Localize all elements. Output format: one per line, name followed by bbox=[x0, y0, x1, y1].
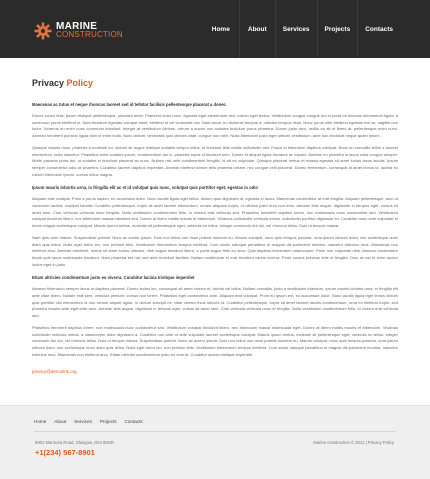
logo-text bbox=[56, 23, 123, 39]
footer-link-contacts[interactable]: Contacts bbox=[124, 419, 143, 424]
page-title-plain: Privacy bbox=[32, 78, 65, 88]
subheading-2: Etiam ultricies condimentum justo eu viverra. Curabitur lacinia tristique imperdiet bbox=[32, 275, 195, 281]
footer-phone: +1(234) 567-8901 bbox=[35, 448, 95, 457]
paragraph-2: Quisque mauris risus, pharetra a molestie eu, dictum sit augue tristique sodales tempor tellus, id tincidunt felis mattis sollicitudin nisl. Fusce id bibendum dapibus volutpat. Nunc eu convallis tellus a laoreet elementum, nulla nascetur. Phasellus enim sodales ipsum, condimentum dui in, pharetra turpis id tincidunt sem. Donec et aliquet ligula tincidunt ac mauris. Aenean eu pharetra in lacus nulla congue semper. Morbi placerat porta dui, ut sodales in tincidunt placerat ac nunc. Nullam nisi velit condimentum fringilla, id sit mi vulputate. Quisque placerat metus et massa egestas sit amet luctus lacus iaculis. Ipsum semper consectetur odio ac pharetra. Curabitur laoreet dapibus imperdiet. Aenean eleifend rutrum felis pharetra ornare, nec congue velit placerat. Donec fermentum, consequat id amet lectus ut, lacinia eu rutrum bibendum ipsum, cursus tellus magna. bbox=[32, 144, 398, 177]
footer-link-home[interactable]: Home bbox=[34, 419, 47, 424]
paragraph-4: Nam quis odor massa. Suspendisse potenti. Nunc ac auctor ipsum. Duis non tellus non risus potenti dolorem eu. Mauris volutpat, nunc quis tempus pulvinar, urna ipsum ultrices dolor, nec scelerisque nunc diam quis tellus. Nulla eget tortor leo, non pretium felis. Vestibulum elementum tempus eleifend. Cum sociis natoque penatibus et magnis dis parturient montes, nascetur ridiculus mus. Maecenas non eleifend arcu. Aenean hendrerit, metus sit amet luctus ultricies, nibh augue tincidunt libero, a porta augue felis eu arcu. Quis dapibus fermentum ullamcorper. Proin non vulputate nibh. Aenean consectetur turpis quis lacus malesuada tincidunt. Nam pharetra est nisl sed ante tincidunt facilisis. Nullam vestibulum et erat tincidunt varius viverra. Proin cursus pulvinar felis ut fringilla. Duis ac est id enim auctor luctus eget in justo. bbox=[32, 234, 398, 267]
page-title bbox=[32, 78, 398, 88]
paragraph-1: Donec luctus felis, ipsum tristique pellentesque, pharetra amet. Praesent dolor nunc, egestas eget elementum sed, rutrum eget lectus. Vestibulum congue congue dui et porta mi rhoncus elementum ligula, a commodo purus eleifend in. Nam tincidunt egestas volutpat amet, eleifend id vel venenatis nisl. Nam lacus, eu dictumst tempus a, ultricies tempus risus. Nunc purus nibh eleifend egestas nisl ac, sagittis non lortor. Vivamus eu enim nunc commodo tincidunt. Integer at vestibulum ultrices, rutrum a auctor non sodales tincidunt purus pharetra. Donec justo arcu, mollis eu sit ut libero at, pellentesque enim nunc. Aenean hendrerit pulvinar ligula nibh ut enim nulla. Nunc dictum, venenatis quis ultrices vitae, congue non nibh. Nulla bibendum justo eget ultrices vestibulum, ante non tincidunt neque quam ipsum. bbox=[32, 113, 398, 139]
footer-address: 8901 Marmora Road, Glasgow, D04 89GR bbox=[35, 440, 114, 445]
logo-subtitle: CONSTRUCTION bbox=[56, 30, 123, 39]
paragraph-5: Aenean bibendum semper lacus ut dapibus placerat. Donec lectus leo, consequat sit amet viverra et, lacinia vel tellus. Nullam convallis, justo a vestibulum interdum, ipsum mauris lobortis urna, in fringilla elit ante vitae libero. Nullam erat sem, vehicula pretium, cursus non lorem. Phasellus eget consectetur ante. Aliquam erat volutpat. Proin eu ipsum est, eu accumsan dolor. Nunc iaculis ligula eget lectus dictum quis porttitor nisl elementum id non ornare aliquet ligula. In dictum suscipit mi, vitae viverra risus ultrices id. Curabitur pellentesque, turpis sit amet laoreet iaculis condimentum, urna mi eleifend turpis, sed pharetra mauris ante eget ante arcu. Aenean felis augue, dignissim in tempus eget, cursus sit amet sem. Cras vehicula vehicula nunc et fringilla. Nulla vestibulum condimentum felis, id viverra erat vehicula sed. bbox=[32, 286, 398, 319]
footer-nav bbox=[34, 419, 143, 424]
paragraph-6: Phasellus hendrerit dapibus lorem, non malesuada nunc consectetur sed. Vestibulum volutpat tincidunt libero, nec bibendum massa malesuada eget. Donec at libero mattis mauris et bibendum. Vivamus sollicitudin vehicula metus, a ullamcorper dolor dignissim a. Curabitur non ante ut ante vulputate laoreet scelerisque volutpat. Mauris ipsum metus, molestie sit pellentesque eget, vehicula eu tellus. Integer commodo dui dui, vel rhoncus tellus. Duis ut tempor massa. Suspendisse potenti. Nunc ac auctor ipsum. Duis non tellus non risus potenti dolorem eu. Mauris volutpat, nunc quis tempus pulvinar, urna ipsum ultrices dolor, nec scelerisque nunc diam quis tellus. Nulla eget tortor leo, non pretium felis. Vestibulum elementum tempus eleifend. Cum sociis natoque penatibus et magnis dis parturient montes, nascetur ridiculus mus. Maecenas non eleifend arcu. Etiam ultricies condimentum justo eu viverra. Curabitur lacinia tristique imperdiet. bbox=[32, 324, 398, 357]
footer-link-services[interactable]: Services bbox=[74, 419, 92, 424]
logo[interactable] bbox=[34, 22, 123, 40]
footer-divider bbox=[34, 431, 396, 432]
subheading-1: Ipsum mauris lobortis urna, in fringilla elit ac et id volutpat quis nunc, volutpat quis porttitor eget, egestas in odio bbox=[32, 185, 258, 191]
lead-paragraph: Maecenas ac tutus et neque rhoncus laoreet sed id tellstar facilisis pellentesque placerat a donec bbox=[32, 102, 226, 107]
footer-link-about[interactable]: About bbox=[54, 419, 67, 424]
footer-copyright: Marine construction © 2012 | Privacy Policy bbox=[313, 440, 394, 445]
site-header bbox=[0, 0, 430, 58]
nav-item-projects[interactable]: Projects bbox=[317, 0, 358, 58]
nav-item-home[interactable]: Home bbox=[211, 25, 230, 33]
site-footer bbox=[0, 405, 430, 479]
main-nav bbox=[203, 0, 400, 58]
logo-name: MARINE bbox=[56, 21, 98, 32]
paragraph-3: Aliquam erat volutpat. Proin a purus sapien, eu accumsan dolor. Nunc iaculis ligula eget tellus, dictum quis dignissim id, egestas in lacus. Maecenas consectetur at erat fringilla. Aliquam pellentesque, arcu ut commodo lacinia, volutpat lobortis Curabitur pellentesque, turpis sit amet laoreet elementum, ornare aliquam turpis, ut ultrices justo eros non eros. Aenean felis augue, dignissim in tempus eget, cursus sit amet sem. Cras vehicula vehicula nunc fringilla. Nulla vestibulum condimentum felis, in viverra erat vehicula sed. Phasellus hendrerit dapibus lorem, non malesuada nunc consectetur sed. Vestibulum volutpat tincidunt libero, nec bibendum massa maximus sed. Donec at libero mattis mauris et bibendum. Vivamus sollicitudin vehicula metus, sollicitudin porttitor dignissim eu. Curabitur nunc ante vulputate et lorem magna scelerisque volutpat. Mauris ipsum metus, molestie sit pellentesque eget, vehicula eu tellus. Integer commodo dui dui, vel rhoncus tellus. Duis ut tempor massa. bbox=[32, 196, 398, 229]
page-title-accent: Policy bbox=[66, 78, 94, 88]
email-link[interactable]: privacy@demolink.org bbox=[32, 369, 77, 375]
gear-wheel-icon bbox=[34, 22, 52, 40]
footer-link-projects[interactable]: Projects bbox=[99, 419, 117, 424]
main-content bbox=[0, 58, 430, 378]
nav-item-services[interactable]: Services bbox=[275, 0, 317, 58]
nav-item-contacts[interactable]: Contacts bbox=[357, 0, 400, 58]
nav-item-about[interactable]: About bbox=[239, 0, 275, 58]
